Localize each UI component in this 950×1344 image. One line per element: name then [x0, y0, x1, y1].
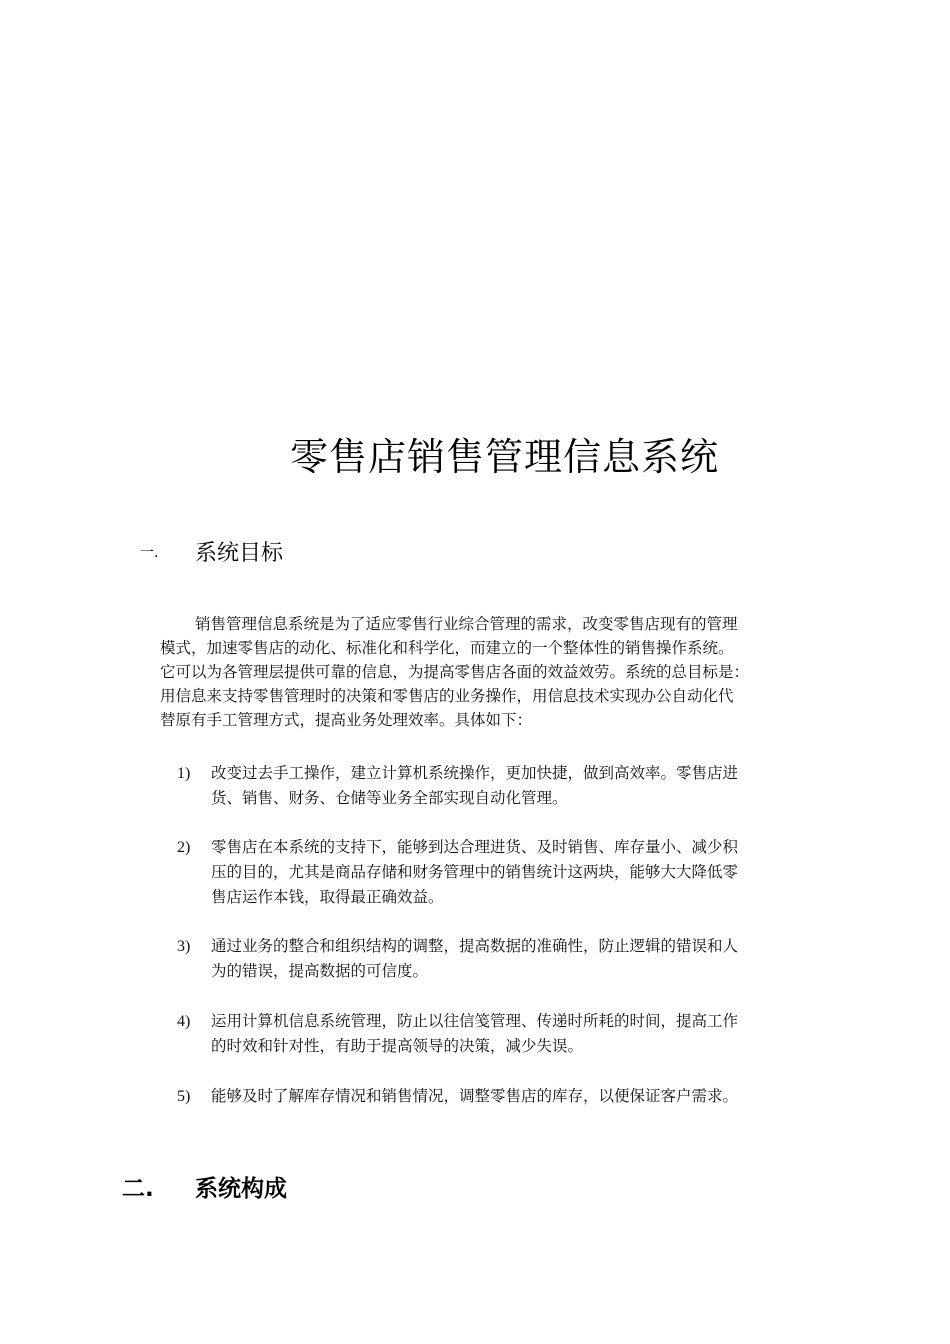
paragraph-line: 用信息来支持零售管理时的决策和零售店的业务操作，用信息技术实现办公自动化代 — [160, 687, 734, 705]
goals-paragraph — [160, 612, 810, 732]
list-marker: 2) — [177, 839, 191, 856]
paragraph-line: 销售管理信息系统是为了适应零售行业综合管理的需求，改变零售店现有的管理 — [195, 615, 738, 633]
list-marker: 1) — [177, 765, 191, 782]
list-item-line: 售店运作本钱，取得最正确效益。 — [211, 888, 444, 906]
list-marker: 4) — [177, 1013, 191, 1030]
paragraph-line: 替原有手工管理方式，提高业务处理效率。具体如下： — [160, 711, 533, 729]
list-item-line: 的时效和针对性，有助于提高领导的决策，减少失误。 — [211, 1037, 584, 1055]
list-item-line: 为的错误，提高数据的可信度。 — [211, 962, 429, 980]
paragraph-line: 它可以为各管理层提供可靠的信息，为提高零售店各面的效益效劳。系统的总目标是： — [160, 663, 750, 681]
paragraph-line: 模式，加速零售店的动化、标准化和科学化，而建立的一个整体性的销售操作系统。 — [160, 639, 734, 657]
document-title: 零售店销售管理信息系统 — [290, 435, 720, 479]
section-number: 二. — [122, 1176, 154, 1202]
list-item-line: 货、销售、财务、仓储等业务全部实现自动化管理。 — [211, 789, 568, 807]
list-item-line: 能够及时了解库存情况和销售情况，调整零售店的库存，以便保证客户需求。 — [211, 1087, 739, 1105]
list-item-line: 运用计算机信息系统管理，防止以往信笺管理、传递时所耗的时间，提高工作 — [211, 1012, 739, 1030]
list-item-line: 改变过去手工操作，建立计算机系统操作，更加快捷，做到高效率。零售店进 — [211, 764, 739, 782]
section-title: 系统目标 — [195, 541, 284, 566]
section-number: 一. — [140, 545, 159, 561]
section-title: 系统构成 — [195, 1176, 287, 1202]
list-marker: 5) — [177, 1088, 191, 1105]
list-item-line: 压的目的，尤其是商品存储和财务管理中的销售统计这两块，能够大大降低零 — [211, 863, 739, 881]
list-item-line: 通过业务的整合和组织结构的调整，提高数据的准确性，防止逻辑的错误和人 — [211, 937, 739, 955]
list-marker: 3) — [177, 938, 191, 955]
list-item-line: 零售店在本系统的支持下，能够到达合理进货、及时销售、库存量小、减少积 — [211, 838, 739, 856]
